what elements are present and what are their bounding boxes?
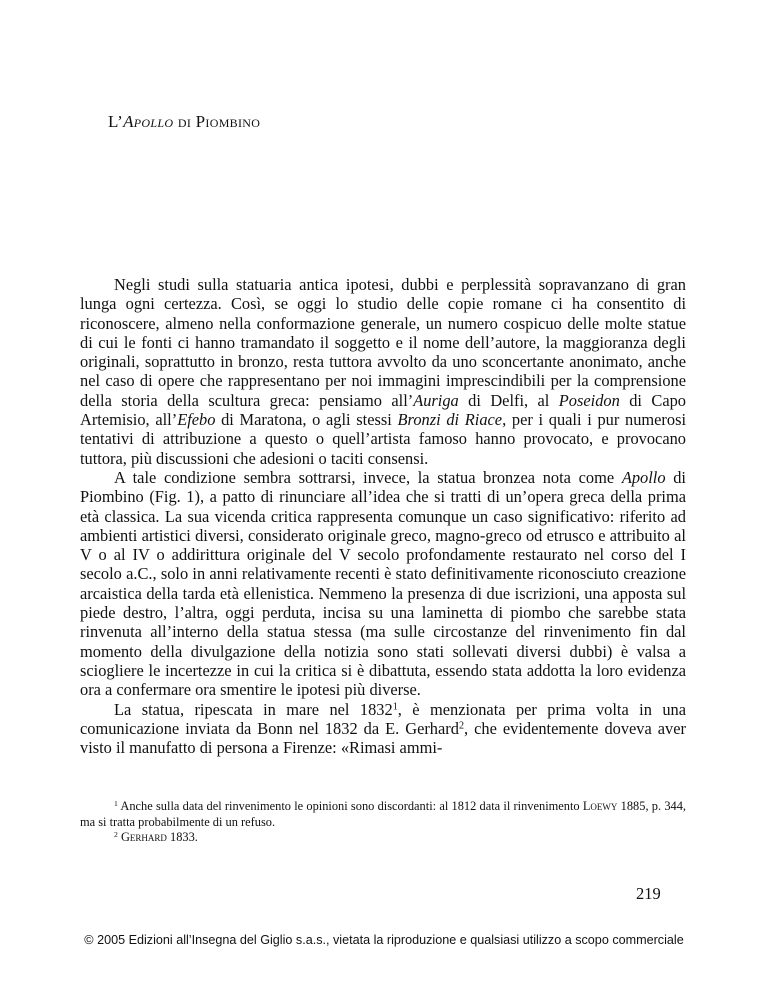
paragraph-3 xyxy=(80,700,686,758)
footnote-ref-1[interactable]: 1 xyxy=(392,700,398,712)
footnote-1 xyxy=(80,799,686,830)
p2-text-a: A tale condizione sembra sottrarsi, invece, la statua bronzea nota come xyxy=(114,467,622,487)
title-place: Piombino xyxy=(195,112,261,131)
title-apollo: Apollo xyxy=(123,112,174,131)
copyright-notice: © 2005 Edizioni all’Insegna del Giglio s.a.s., vietata la riproduzione e qualsiasi utilizzo a scopo commerciale xyxy=(84,933,684,947)
footnote-2-text-b: 1833. xyxy=(166,830,198,844)
p1-poseidon: Poseidon xyxy=(558,390,620,410)
footnote-1-text-a: Anche sulla data del rinvenimento le opinioni sono discordanti: al 1812 data il rinvenimento xyxy=(117,799,583,813)
p1-text-a: Negli studi sulla statuaria antica ipotesi, dubbi e perplessità sopravanzano di gran lunga ogni certezza. Così, se oggi lo studio delle copie romane ci ha consentito di riconoscere, almeno nella conformazione generale, un numero cospicuo delle molte statue di cui le fonti ci hanno tramandato il soggetto e il nome dell’autore, la maggioranza degli originali, soprattutto in bronzo, resta tuttora avvolto da uno sconcertante anonimato, anche nel caso di opere che rappresentano per noi immagini imprescindibili per la comprensione della storia della scultura greca: pensiamo all’ xyxy=(80,275,686,410)
p3-text-c: , che evidentemente doveva aver visto il manufatto di persona a Firenze: «Rimasi ammi- xyxy=(80,718,686,758)
body-text xyxy=(80,275,686,757)
footnote-1-number: 1 xyxy=(114,798,118,808)
footnote-ref-2[interactable]: 2 xyxy=(458,720,465,732)
p1-text-e: , per i quali i pur numerosi tentativi di attribuzione a questo o quell’artista famoso hanno provocato, e provocano tuttora, più discussioni che adesioni o taciti consensi. xyxy=(80,410,687,468)
footnote-2-number: 2 xyxy=(114,829,118,839)
p3-text-b: , è menzionata per prima volta in una comunicazione inviata da Bonn nel 1832 da E. Gerhard xyxy=(80,699,686,738)
footnote-1-text-b: 1885, p. 344, ma si tratta probabilmente di un refuso. xyxy=(80,799,687,829)
footnote-2-author: Gerhard xyxy=(120,830,167,844)
p2-text-b: di Piombino (Fig. 1), a patto di rinunciare all’idea che si tratti di un’opera greca della prima età classica. La sua vicenda critica rappresenta comunque un caso significativo: riferito ad ambienti artistici diversi, considerato originale greco, magno-greco od etrusco e attribuito al V o al IV o addirittura originale del V secolo profondamente restaurato nel corso del I secolo a.C., solo in anni relativamente recenti è stato definitivamente riconosciuto creazione arcaistica della tarda età ellenistica. Nemmeno la presenza di due iscrizioni, una apposta sul piede destro, l’altra, oggi perduta, incisa su una laminetta di piombo che sarebbe stata rinvenuta all’interno della statua stessa (ma sulle circostanze del rinvenimento fin dal momento della divulgazione della notizia sono stati sollevati diversi dubbi) è valsa a sciogliere le incertezze in cui la critica si è dibattuta, essendo stata addotta la loro evidenza ora a confermare ora smentire le ipotesi più diverse. xyxy=(80,467,686,700)
p2-apollo: Apollo xyxy=(621,467,666,487)
page-number: 219 xyxy=(636,884,661,903)
footnote-2 xyxy=(80,830,686,846)
title-prefix: L’ xyxy=(108,112,124,131)
footnote-1-author: Loewy xyxy=(582,799,618,813)
title-di: di xyxy=(173,112,196,131)
p1-efebo: Efebo xyxy=(177,410,216,430)
p1-text-b: di Delfi, al xyxy=(458,390,559,410)
p1-text-c: di Capo Artemisio, all’ xyxy=(80,390,686,430)
chapter-title xyxy=(108,112,260,132)
p1-bronzi: Bronzi di Riace xyxy=(397,410,503,430)
paragraph-1 xyxy=(80,275,686,468)
p1-auriga: Auriga xyxy=(413,390,459,410)
p1-text-d: di Maratona, o agli stessi xyxy=(215,410,398,430)
p3-text-a: La statua, ripescata in mare nel 1832 xyxy=(114,699,393,719)
footnotes xyxy=(80,799,686,846)
paragraph-2 xyxy=(80,468,686,700)
